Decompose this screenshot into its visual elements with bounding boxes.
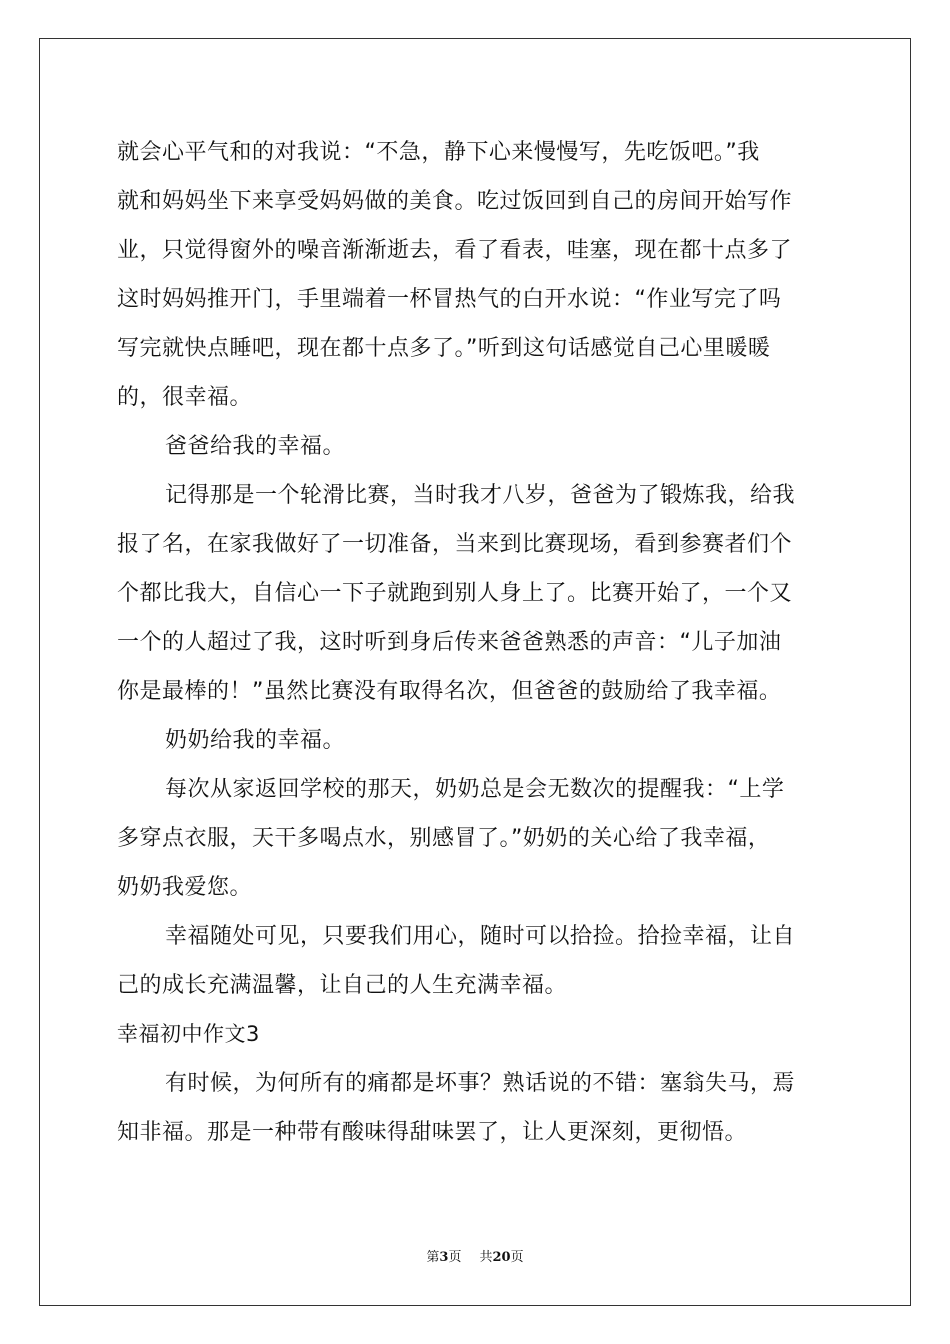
text-line: 报了名，在家我做好了一切准备，当来到比赛现场，看到参赛者们个 [117,532,793,557]
text-line: 业，只觉得窗外的噪音渐渐逝去，看了看表，哇塞，现在都十点多了 [117,238,793,263]
text-line: 奶奶我爱您。 [117,875,253,900]
text-line: 己的成长充满温馨，让自己的人生充满幸福。 [117,973,568,998]
text-line: 的，很幸福。 [117,385,253,410]
total-pages: 20 [492,1250,511,1265]
page-prefix: 第 [426,1250,440,1265]
total-suffix: 页 [510,1250,524,1265]
text-line: 每次从家返回学校的那天，奶奶总是会无数次的提醒我：“上学 [165,777,785,802]
text-line: 有时候，为何所有的痛都是坏事？熟话说的不错：塞翁失马，焉 [165,1071,796,1096]
text-line: 一个的人超过了我，这时听到身后传来爸爸熟悉的声音：“儿子加油 [117,630,782,655]
essay-title: 幸福初中作文3 [117,1022,260,1046]
text-line: 就会心平气和的对我说：“不急，静下心来慢慢写，先吃饭吧。”我 [117,140,760,165]
section-heading-father: 爸爸给我的幸福。 [165,434,346,459]
text-line: 多穿点衣服，天干多喝点水，别感冒了。”奶奶的关心给了我幸福， [117,826,771,851]
text-line: 你是最棒的！”虽然比赛没有取得名次，但爸爸的鼓励给了我幸福。 [117,679,782,704]
text-line: 个都比我大，自信心一下子就跑到别人身上了。比赛开始了，一个又 [117,581,793,606]
section-heading-grandmother: 奶奶给我的幸福。 [165,728,346,753]
text-line: 知非福。那是一种带有酸味得甜味罢了，让人更深刻，更彻悟。 [117,1120,748,1145]
document-body [117,128,833,1157]
page-footer [0,1246,950,1265]
text-line: 记得那是一个轮滑比赛，当时我才八岁，爸爸为了锻炼我，给我 [165,483,796,508]
text-line: 就和妈妈坐下来享受妈妈做的美食。吃过饭回到自己的房间开始写作 [117,189,793,214]
text-line: 幸福随处可见，只要我们用心，随时可以拾捡。拾捡幸福，让自 [165,924,796,949]
total-prefix: 共 [479,1250,493,1265]
text-line: 这时妈妈推开门，手里端着一杯冒热气的白开水说：“作业写完了吗 [117,287,782,312]
text-line: 写完就快点睡吧，现在都十点多了。”听到这句话感觉自己心里暖暖 [117,336,771,361]
page-suffix: 页 [448,1250,462,1265]
page-number: 3 [439,1250,449,1265]
